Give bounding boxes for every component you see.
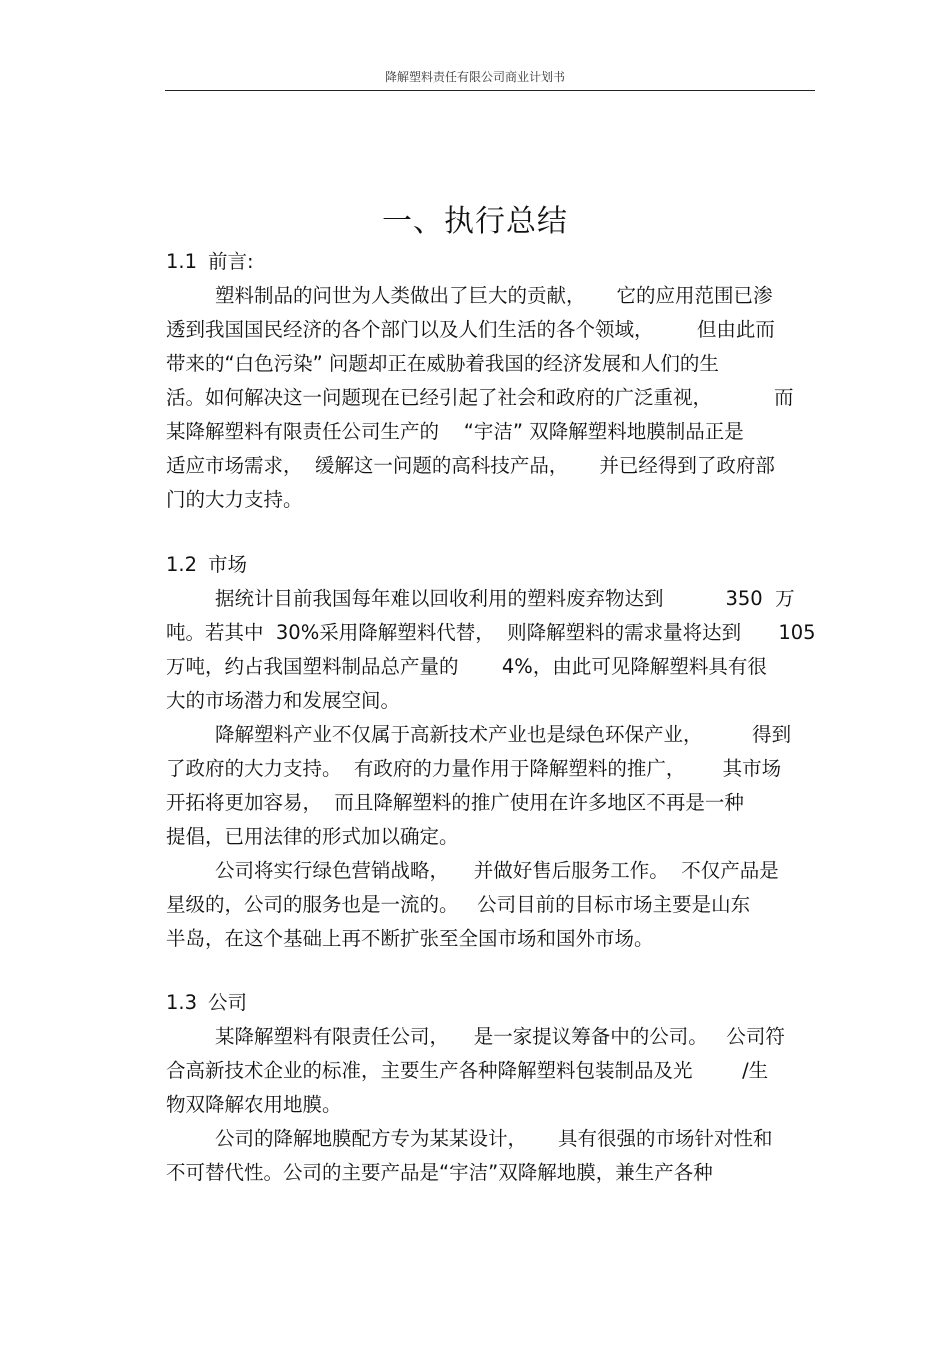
paragraph-line: 塑料制品的问世为人类做出了巨大的贡献， 它的应用范围已渗 bbox=[215, 284, 773, 307]
paragraph-line: 星级的，公司的服务也是一流的。 公司目前的目标市场主要是山东 bbox=[166, 893, 751, 916]
paragraph-line: 大的市场潜力和发展空间。 bbox=[166, 689, 401, 712]
section-heading-1-2 bbox=[166, 548, 247, 582]
paragraph-line: 门的大力支持。 bbox=[166, 488, 303, 511]
section-title: 市场 bbox=[208, 553, 248, 576]
section-heading-1-1 bbox=[166, 245, 254, 279]
paragraph-line: 合高新技术企业的标准，主要生产各种降解塑料包装制品及光 /生 bbox=[166, 1059, 769, 1082]
page-header: 降解塑料责任有限公司商业计划书 bbox=[384, 70, 565, 84]
paragraph-line: 吨。若其中 30%采用降解塑料代替， 则降解塑料的需求量将达到 105 bbox=[166, 621, 816, 644]
paragraph-line: 某降解塑料有限责任公司生产的 “宇洁” 双降解塑料地膜制品正是 bbox=[166, 420, 744, 443]
paragraph-line: 公司将实行绿色营销战略， 并做好售后服务工作。 不仅产品是 bbox=[215, 859, 779, 882]
paragraph-line: 某降解塑料有限责任公司， 是一家提议筹备中的公司。 公司符 bbox=[215, 1025, 785, 1048]
paragraph-line: 不可替代性。公司的主要产品是“宇洁”双降解地膜，兼生产各种 bbox=[166, 1161, 713, 1184]
section-number: 1.2 bbox=[166, 553, 198, 576]
paragraph-line: 据统计目前我国每年难以回收利用的塑料废弃物达到 350 万 bbox=[215, 587, 795, 610]
header-rule bbox=[165, 90, 815, 91]
section-heading-1-3 bbox=[166, 986, 247, 1020]
paragraph-line: 物双降解农用地膜。 bbox=[166, 1093, 342, 1116]
section-title: 前言: bbox=[208, 250, 254, 273]
paragraph-line: 开拓将更加容易， 而且降解塑料的推广使用在许多地区不再是一种 bbox=[166, 791, 744, 814]
paragraph-line: 万吨，约占我国塑料制品总产量的 4%，由此可见降解塑料具有很 bbox=[166, 655, 767, 678]
paragraph-line: 半岛，在这个基础上再不断扩张至全国市场和国外市场。 bbox=[166, 927, 654, 950]
paragraph-line: 适应市场需求， 缓解这一问题的高科技产品， 并已经得到了政府部 bbox=[166, 454, 775, 477]
paragraph-line: 了政府的大力支持。 有政府的力量作用于降解塑料的推广， 其市场 bbox=[166, 757, 782, 780]
section-number: 1.3 bbox=[166, 991, 198, 1014]
paragraph-line: 提倡，已用法律的形式加以确定。 bbox=[166, 825, 459, 848]
paragraph-line: 公司的降解地膜配方专为某某设计， 具有很强的市场针对性和 bbox=[215, 1127, 773, 1150]
paragraph-line: 透到我国国民经济的各个部门以及人们生活的各个领域， 但由此而 bbox=[166, 318, 775, 341]
paragraph-line: 活。如何解决这一问题现在已经引起了社会和政府的广泛重视， 而 bbox=[166, 386, 794, 409]
paragraph-line: 带来的“白色污染” 问题却正在威胁着我国的经济发展和人们的生 bbox=[166, 352, 719, 375]
section-number: 1.1 bbox=[166, 250, 198, 273]
section-title: 公司 bbox=[208, 991, 248, 1014]
paragraph-line: 降解塑料产业不仅属于高新技术产业也是绿色环保产业， 得到 bbox=[215, 723, 792, 746]
chapter-title: 一、执行总结 bbox=[382, 204, 568, 239]
